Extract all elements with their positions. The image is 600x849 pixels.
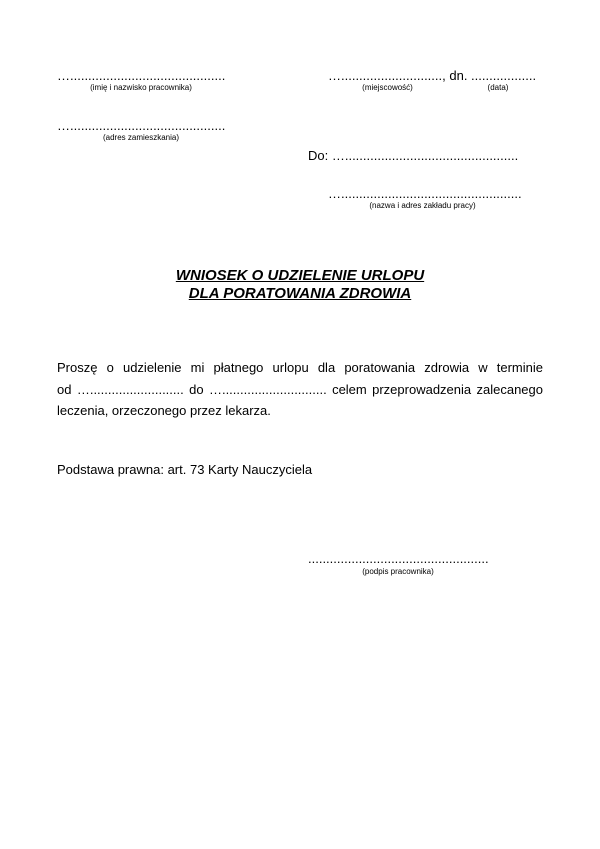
title-line-1: WNIOSEK O UDZIELENIE URLOPU bbox=[175, 267, 425, 284]
body-line-1: Proszę o udzielenie mi płatnego urlopu dla poratowania zdrowia w terminie bbox=[57, 360, 543, 375]
address-caption: (adres zamieszkania) bbox=[102, 133, 180, 142]
signature-line: .................................................. bbox=[308, 551, 489, 566]
place-date-line: …............................, dn. .................. bbox=[328, 68, 537, 83]
place-caption: (miejscowość) bbox=[362, 83, 413, 92]
legal-basis-text: Podstawa prawna: art. 73 Karty Nauczyciela bbox=[57, 462, 313, 477]
document-title bbox=[0, 267, 600, 302]
signature-caption: (podpis pracownika) bbox=[362, 567, 434, 576]
employee-name-line: …........................................... bbox=[57, 68, 226, 83]
body-line-2: od ….......................... do …............................. celem przeprowadzenia zalecanego bbox=[57, 381, 543, 397]
date-caption: (data) bbox=[487, 83, 509, 92]
workplace-line: ….................................................. bbox=[328, 186, 522, 201]
to-line: Do: …................................................ bbox=[308, 148, 519, 163]
body-paragraph bbox=[57, 357, 543, 422]
body-line-3: leczenia, orzeczonego przez lekarza. bbox=[57, 403, 271, 418]
address-line: …........................................... bbox=[57, 118, 226, 133]
title-line-2: DLA PORATOWANIA ZDROWIA bbox=[188, 284, 412, 302]
workplace-caption: (nazwa i adres zakładu pracy) bbox=[369, 201, 476, 210]
employee-name-caption: (imię i nazwisko pracownika) bbox=[90, 83, 192, 92]
